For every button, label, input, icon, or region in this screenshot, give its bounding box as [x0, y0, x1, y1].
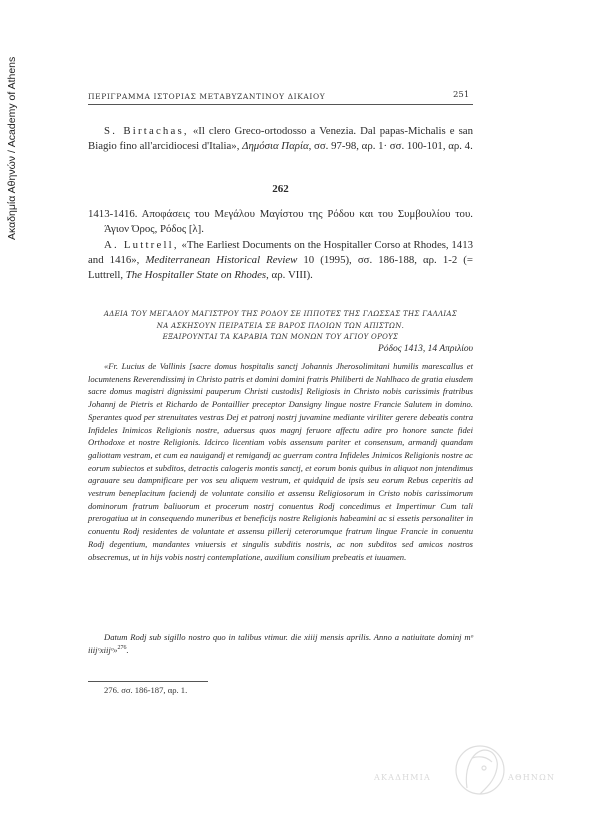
latin-close-text: Datum Rodj sub sigillo nostro quo in talibus vtimur. die xiiij mensis aprilis. Anno a natiuitate dominj mᵒ iiijᶜxiijᵒ»	[88, 632, 473, 655]
caption-line: ΕΞΑΙΡΟΥΝΤΑΙ ΤΑ ΚΑΡΑΒΙΑ ΤΩΝ ΜΟΝΩΝ ΤΟΥ ΑΓΙΟΥ ΟΡΟΥΣ	[162, 333, 399, 341]
athena-head-icon	[456, 746, 504, 794]
top-entry-author: S. Birtachas,	[104, 125, 189, 137]
entry-262	[88, 207, 473, 283]
reference-tail: , αρ. VIII).	[266, 269, 313, 282]
top-entry-text: «Il clero Greco-ortodosso a Venezia. Dal papas-Michalis e san Biagio fino all'arcidiocesi d'Italia»,	[88, 125, 473, 153]
reference-book: The Hospitaller State on Rhodes	[125, 269, 267, 282]
archive-side-mark: Ακαδημία Αθηνών / Academy of Athens	[6, 56, 18, 240]
academy-watermark	[372, 738, 572, 808]
reference-journal: Mediterranean Historical Review	[145, 253, 298, 266]
entry-heading: 1413-1416. Αποφάσεις του Μεγάλου Μαγίστου της Ρόδου και του Συμβουλίου του. Άγιον Όρος, Ρόδος [λ].	[88, 208, 473, 236]
top-entry	[88, 124, 473, 155]
top-entry-pages: , σσ. 97-98, αρ. 1· σσ. 100-101, αρ. 4.	[308, 140, 473, 153]
reference-text: «The Earliest Documents on the Hospitaller Corso at Rhodes, 1413 and 1416»,	[88, 238, 473, 266]
latin-closing	[88, 631, 473, 656]
entry-number: 262	[272, 183, 289, 195]
header-rule	[88, 104, 473, 105]
running-head: ΠΕΡΙΓΡΑΜΜΑ ΙΣΤΟΡΙΑΣ ΜΕΤΑΒΥΖΑΝΤΙΝΟΥ ΔΙΚΑΙΟΥ	[88, 92, 326, 101]
footnote-marker[interactable]: 276	[117, 644, 127, 651]
footnote-rule	[88, 681, 208, 682]
page-number: 251	[453, 90, 470, 100]
reference-pages: 10 (1995), σσ. 186-188, αρ. 1-2 (= Luttrell,	[88, 253, 473, 282]
footnote: 276. σσ. 186-187, αρ. 1.	[104, 685, 188, 695]
top-entry-paragraph	[88, 124, 473, 155]
top-entry-journal: Δημόσια Παρία	[242, 140, 309, 153]
watermark-left-text: ΑΚΑΔΗΜΙΑ	[374, 773, 432, 782]
latin-close-period: .	[126, 644, 129, 655]
dateline: Ρόδος 1413, 14 Απριλίου	[377, 344, 473, 354]
caption-line: ΑΔΕΙΑ ΤΟΥ ΜΕΓΑΛΟΥ ΜΑΓΙΣΤΡΟΥ ΤΗΣ ΡΟΔΟΥ ΣΕ ΙΠΠΟΤΕΣ ΤΗΣ ΓΛΩΣΣΑΣ ΤΗΣ ΓΑΛΛΙΑΣ	[103, 310, 458, 318]
watermark-right-text: ΑΘΗΝΩΝ	[508, 773, 556, 782]
latin-body: «Fr. Lucius de Vallinis [sacre domus hospitalis sanctj Johannis Jherosolimitani humilis marescallus et locumtenens Reverendissimj in Christo patris et domini domini fratris Philiberti de Nahlhaco de gratia eiusdem sacre domus magistri dignissimi pauperum Christi custodis] Religiosis in Christo nobis carissimis fratribus Johannj de Pietris et Richardo de Pontaillier preceptor Dansigny lingue nostre Francie Salutem in domino. Sperantes quod per strenuitates vestras Dej et patronj nostrj juvamine mediante viriliter gerere debeatis contra Infideles Inimicos Religionis nostre, aduersus quos magnj feruore affectu adire pro honore sancte fidei Orthodoxe et nostre Religionis. Idcirco licentiam vobis assensum pariter et consensum, armandj quandam galiottam vestram, et cum ea nauigandj et remigandj ac guerram contra Infideles Jnimicos Religionis nostre ac eorum subiectos et subditos, detractis calogeris montis sanctj, et eorum bonis quibus in aliquot non jntendimus agrauare seu dampnificare per vos seu aliquem vestrum, et quidquid de ipsis seu eorum Rebus ceperitis ad vestrum beneplacitum faciendj de voluntate consilio et assensu Religiosorum in Cristo nobis carissimorum dominorum fratrum baliuorum et procerum nostrj conuentus Rodj concedimus et Impertimur Cum tali prerogatiua ut in consequendo muneribus et beneficijs nostre Religionis habeamini ac si essetis personaliter in conuentu Rodj residentes de voluntate et assensu pillerij ceterorumque fratrum lingue Francie in conuentu Rodj degentium, mandantes vniuersis et singulis subditis nostris, ac non subditos sed amicos nostros obsecremus, ut in hijs vobis nostrj contemplatione, auxilium consilium prebeatis et iuuamen.	[88, 361, 473, 562]
latin-document-text	[88, 360, 473, 563]
document-caption	[88, 309, 473, 344]
caption-line: ΝΑ ΑΣΚΗΣΟΥΝ ΠΕΙΡΑΤΕΙΑ ΣΕ ΒΑΡΟΣ ΠΛΟΙΩΝ ΤΩΝ ΑΠΙΣΤΩΝ.	[156, 321, 405, 330]
reference-author: A. Luttrell,	[104, 238, 179, 251]
reference-paragraph	[88, 238, 473, 284]
